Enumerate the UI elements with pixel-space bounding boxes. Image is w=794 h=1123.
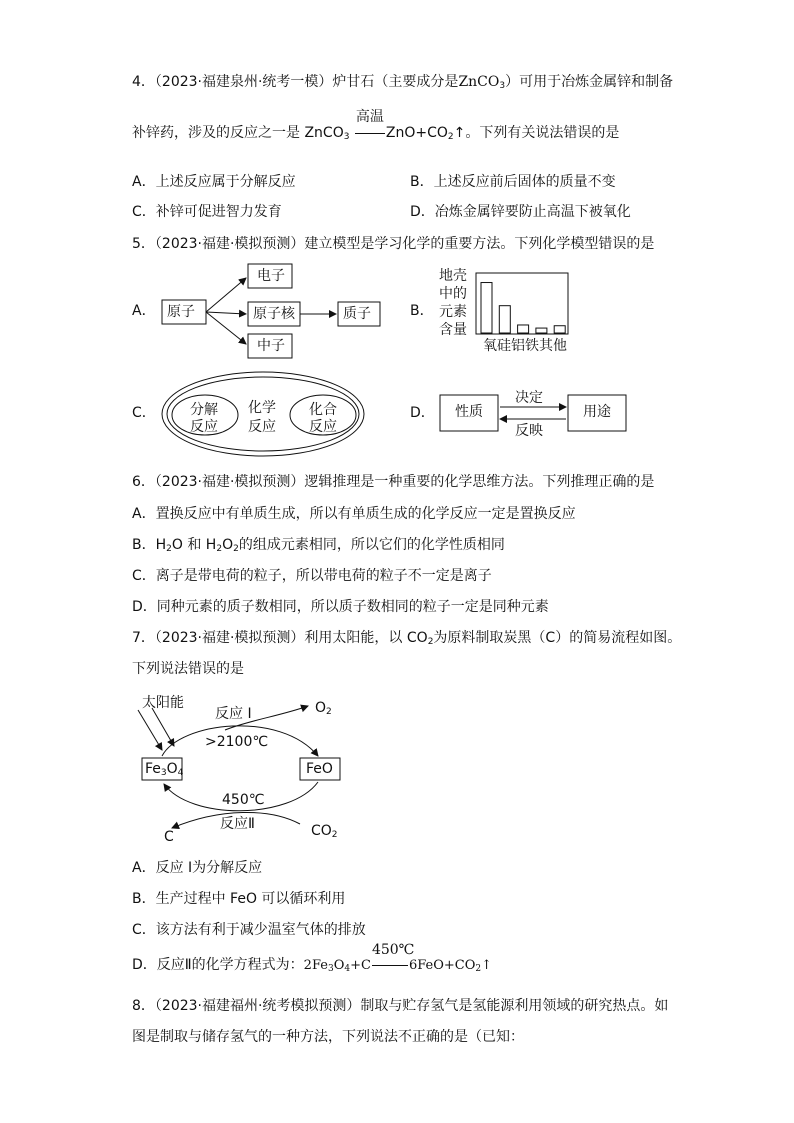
q5-option-c-label: C． xyxy=(132,405,156,421)
q6-option-d: D．同种元素的质子数相同，所以质子数相同的粒子一定是同种元素 xyxy=(132,599,549,615)
chart-ylabel-line2: 中的 xyxy=(439,286,467,302)
bar-氧 xyxy=(481,283,492,333)
temp2-label: 450℃ xyxy=(222,792,265,808)
reaction-condition: 高温 xyxy=(355,123,385,143)
q7-option-b: B．生产过程中 FeO 可以循环利用 xyxy=(132,891,346,907)
q8-stem-line1: 8．（2023·福建福州·统考模拟预测）制取与贮存氢气是氢能源利用领域的研究热点。如 xyxy=(132,998,669,1014)
q6-option-c: C．离子是带电荷的粒子，所以带电荷的粒子不一定是离子 xyxy=(132,568,492,584)
fe3o4-label: $Fe_3O_4$ xyxy=(145,761,184,778)
q8-stem-line2: 图是制取与储存氢气的一种方法，下列说法不正确的是（已知： xyxy=(132,1029,524,1045)
q7-option-a: A．反应 I为分解反应 xyxy=(132,860,263,876)
c-label: C xyxy=(164,829,174,845)
proton-label: 质子 xyxy=(343,306,371,322)
chemical-text-1: 化学 xyxy=(248,400,276,416)
q4-stem-line2: 补锌药，涉及的反应之一是 ZnCO$_3$ 高温 $ZnO+CO_2↑$。下列有关说法错误的是 xyxy=(132,109,620,142)
reflect-label: 反映 xyxy=(515,423,543,439)
neutron-label: 中子 xyxy=(257,338,285,354)
chart-ylabel-line3: 元素 xyxy=(439,304,467,320)
chart-category-labels: 氧硅铝铁其他 xyxy=(483,338,567,354)
q7-option-d: D．反应Ⅱ的化学方程式为：$2Fe_3O_4+C$ 450℃ $6FeO+CO_2↑$ xyxy=(132,942,493,974)
combination-text-2: 反应 xyxy=(309,419,337,435)
q7-option-c: C．该方法有利于减少温室气体的排放 xyxy=(132,922,366,938)
q6-option-a: A．置换反应中有单质生成，所以有单质生成的化学反应一定是置换反应 xyxy=(132,506,576,522)
q4-option-a: A．上述反应属于分解反应 xyxy=(132,174,296,190)
q4-option-c: C．补锌可促进智力发育 xyxy=(132,204,282,220)
determine-label: 决定 xyxy=(515,390,543,406)
feo-label: FeO xyxy=(306,761,333,777)
q4-option-d: D．冶炼金属锌要防止高温下被氧化 xyxy=(410,204,631,220)
combination-text-1: 化合 xyxy=(309,402,337,418)
q5-stem: 5．（2023·福建·模拟预测）建立模型是学习化学的重要方法。下列化学模型错误的是 xyxy=(132,236,655,252)
property-label: 性质 xyxy=(455,404,483,420)
use-label: 用途 xyxy=(583,404,611,420)
element-abundance-chart xyxy=(475,272,575,336)
reaction-condition-450: 450℃ xyxy=(372,956,408,976)
electron-label: 电子 xyxy=(257,268,285,284)
q4-option-b: B．上述反应前后固体的质量不变 xyxy=(410,174,616,190)
reaction2-label: 反应Ⅱ xyxy=(220,816,255,832)
bar-其他 xyxy=(554,326,565,333)
temp1-label: >2100℃ xyxy=(205,734,269,750)
atom-label: 原子 xyxy=(167,304,195,320)
reaction1-label: 反应 I xyxy=(215,706,252,722)
q7-stem-line2: 下列说法错误的是 xyxy=(132,661,244,677)
bar-铝 xyxy=(518,325,529,333)
bar-铁 xyxy=(536,328,547,333)
co2-label: $CO_2$ xyxy=(311,823,338,840)
decomposition-text-2: 反应 xyxy=(190,419,218,435)
q6-option-b: B．$H_2O$ 和 $H_2O_2$的组成元素相同，所以它们的化学性质相同 xyxy=(132,537,505,554)
o2-label: $O_2$ xyxy=(315,700,332,717)
solar-label: 太阳能 xyxy=(142,695,184,711)
chart-ylabel-line1: 地壳 xyxy=(439,268,467,284)
q7-stem-line1: 7．（2023·福建·模拟预测）利用太阳能，以 $CO_2$为原料制取炭黑（C）的简易流程如图。 xyxy=(132,630,682,647)
q4-stem-line1: 4．（2023·福建泉州·统考一模）炉甘石（主要成分是ZnCO$_3$）可用于冶炼金属锌和制备 xyxy=(132,74,674,91)
decomposition-text-1: 分解 xyxy=(190,402,218,418)
nucleus-label: 原子核 xyxy=(253,306,295,322)
q5-option-d-label: D． xyxy=(410,405,435,421)
q6-stem: 6．（2023·福建·模拟预测）逻辑推理是一种重要的化学思维方法。下列推理正确的是 xyxy=(132,474,655,490)
q5-option-a-label: A． xyxy=(132,303,156,319)
bar-硅 xyxy=(499,306,510,333)
q5-option-b-label: B． xyxy=(410,303,434,319)
chart-ylabel-line4: 含量 xyxy=(439,322,467,338)
chemical-text-2: 反应 xyxy=(248,419,276,435)
